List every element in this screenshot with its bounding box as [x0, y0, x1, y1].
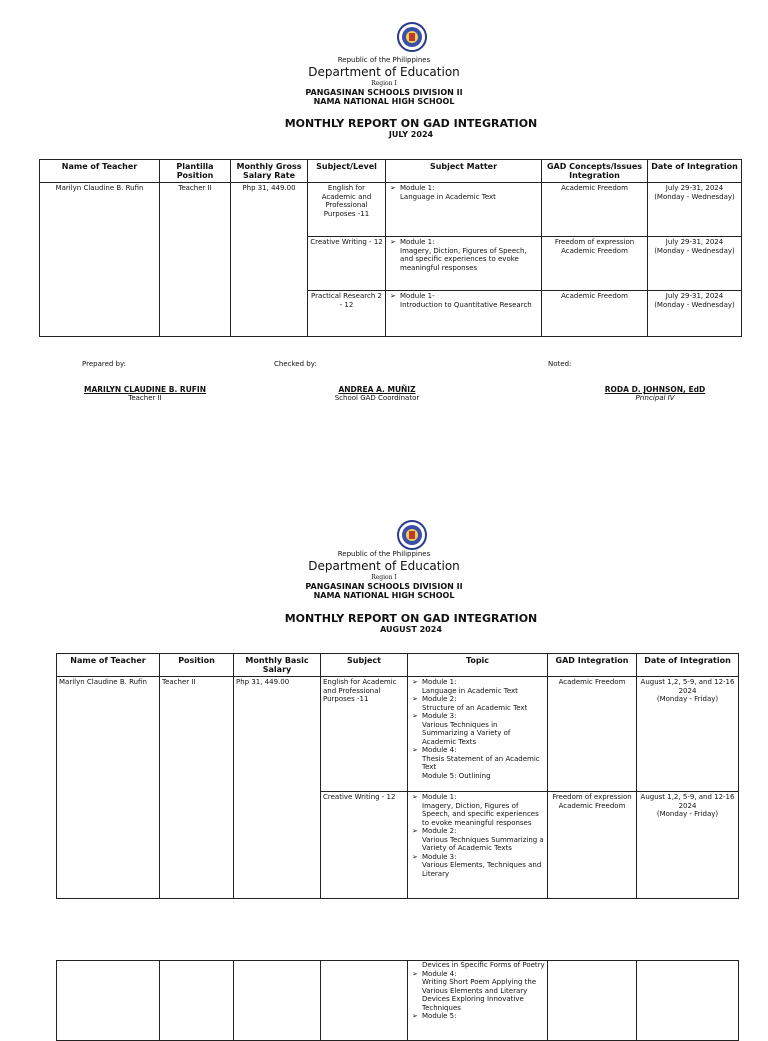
col-header: Monthly Basic Salary: [234, 654, 321, 677]
subject-cell: English for Academic and Professional Purposes -11: [308, 183, 386, 237]
list-item: ➢ Module 1: Imagery, Diction, Figures of Speech, and specific experiences to evoke meaningful responses: [390, 238, 527, 272]
table-row: [57, 961, 739, 1041]
topic-cell: [408, 792, 548, 899]
arrow-bullet-icon: ➢: [390, 238, 396, 246]
list-item: ➢ Module 1: Language in Academic Text: [390, 184, 496, 201]
division-text: PANGASINAN SCHOOLS DIVISION II: [305, 582, 463, 591]
subject-cell: Creative Writing - 12: [308, 237, 386, 291]
subject-matter-cell: [386, 237, 542, 291]
deped-seal-icon: [397, 520, 427, 550]
arrow-bullet-icon: ➢: [412, 712, 418, 720]
gad-cell: Freedom of expression Academic Freedom: [548, 792, 637, 899]
noted-label: Noted:: [548, 360, 572, 368]
report-month: JULY 2024: [388, 130, 434, 139]
gad-cell: Academic Freedom: [542, 291, 648, 337]
col-header: Plantilla Position: [160, 160, 231, 183]
subject-cell: [321, 961, 408, 1041]
position-cell: Teacher II: [160, 677, 234, 899]
col-header: Subject Matter: [386, 160, 542, 183]
list-item: ➢ Module 1- Introduction to Quantitative Research: [390, 292, 532, 309]
salary-cell: Php 31, 449.00: [231, 183, 308, 337]
gad-cell: Academic Freedom: [542, 183, 648, 237]
teacher-name-cell: Marilyn Claudine B. Rufin: [40, 183, 160, 337]
checked-by-role: School GAD Coordinator: [334, 394, 420, 402]
col-header: Date of Integration: [648, 160, 742, 183]
arrow-bullet-icon: ➢: [412, 746, 418, 754]
topic-cell: Devices in Specific Forms of Poetry ➢ Module 4: Writing Short Poem Applying the Various Elements and Literary Devices Exploring Innovative Techniques ➢ Module 5:: [408, 961, 548, 1041]
arrow-bullet-icon: ➢: [412, 678, 418, 686]
noted-name: RODA D. JOHNSON, EdD: [604, 385, 706, 394]
date-cell: July 29-31, 2024 (Monday - Wednesday): [648, 291, 742, 337]
gad-cell: Academic Freedom: [548, 677, 637, 792]
col-header: Subject/Level: [308, 160, 386, 183]
list-item: ➢ Module 5:: [412, 1012, 457, 1020]
col-header: Name of Teacher: [57, 654, 160, 677]
region-text: Region I: [371, 574, 397, 581]
division-text: PANGASINAN SCHOOLS DIVISION II: [305, 88, 463, 97]
list-item: ➢ Module 1: Language in Academic Text: [412, 678, 518, 695]
region-text: Region I: [371, 80, 397, 87]
subject-cell: English for Academic and Professional Purposes -11: [321, 677, 408, 792]
checked-by-name: ANDREA A. MUÑIZ: [338, 385, 416, 394]
col-header: Position: [160, 654, 234, 677]
position-cell: Teacher II: [160, 183, 231, 337]
subject-matter-cell: [386, 183, 542, 237]
col-header: Date of Integration: [637, 654, 739, 677]
school-text: NAMA NATIONAL HIGH SCHOOL: [313, 591, 455, 600]
arrow-bullet-icon: ➢: [412, 827, 418, 835]
table-row: [57, 677, 739, 792]
topic-cell: [408, 677, 548, 792]
list-item: ➢ Module 4: Thesis Statement of an Academic Text Module 5: Outlining: [412, 746, 540, 780]
subject-cell: Practical Research 2 - 12: [308, 291, 386, 337]
school-text: NAMA NATIONAL HIGH SCHOOL: [313, 97, 455, 106]
list-item: ➢ Module 1: Imagery, Diction, Figures of Speech, and specific experiences to evoke meaningful responses: [412, 793, 539, 827]
teacher-name-cell: [57, 961, 160, 1041]
gad-cell: [548, 961, 637, 1041]
date-cell: July 29-31, 2024 (Monday - Wednesday): [648, 237, 742, 291]
arrow-bullet-icon: ➢: [412, 793, 418, 801]
arrow-bullet-icon: ➢: [412, 695, 418, 703]
report-title: MONTHLY REPORT ON GAD INTEGRATION: [284, 612, 538, 625]
department-text: Department of Education: [308, 559, 460, 573]
checked-by-label: Checked by:: [274, 360, 317, 368]
july-report-table: [39, 159, 742, 337]
subject-cell: Creative Writing - 12: [321, 792, 408, 899]
arrow-bullet-icon: ➢: [390, 292, 396, 300]
prepared-by-label: Prepared by:: [82, 360, 126, 368]
list-item: ➢ Module 2: Various Techniques Summarizing a Variety of Academic Texts: [412, 827, 544, 852]
table-header-row: [40, 160, 742, 183]
republic-text: Republic of the Philippines: [337, 56, 431, 64]
col-header: GAD Concepts/Issues Integration: [542, 160, 648, 183]
deped-seal-icon: [397, 22, 427, 52]
august-report-table: [56, 653, 739, 899]
table-header-row: [57, 654, 739, 677]
republic-text: Republic of the Philippines: [337, 550, 431, 558]
august-report-continuation-table: [56, 960, 739, 1041]
prepared-by-role: Teacher II: [128, 394, 162, 402]
noted-role: Principal IV: [635, 394, 675, 402]
col-header: Topic: [408, 654, 548, 677]
gad-cell: Freedom of expression Academic Freedom: [542, 237, 648, 291]
department-text: Department of Education: [308, 65, 460, 79]
arrow-bullet-icon: ➢: [390, 184, 396, 192]
report-month: AUGUST 2024: [380, 625, 442, 634]
salary-cell: Php 31, 449.00: [234, 677, 321, 899]
position-cell: [160, 961, 234, 1041]
list-item: ➢ Module 3: Various Techniques in Summarizing a Variety of Academic Texts: [412, 712, 511, 746]
salary-cell: [234, 961, 321, 1041]
col-header: Monthly Gross Salary Rate: [231, 160, 308, 183]
teacher-name-cell: Marilyn Claudine B. Rufin: [57, 677, 160, 899]
date-cell: August 1,2, 5-9, and 12-16 2024 (Monday - Friday): [637, 677, 739, 792]
arrow-bullet-icon: ➢: [412, 969, 418, 978]
date-cell: July 29-31, 2024 (Monday - Wednesday): [648, 183, 742, 237]
report-title: MONTHLY REPORT ON GAD INTEGRATION: [284, 117, 538, 130]
list-item: ➢ Module 3: Various Elements, Techniques and Literary: [412, 852, 542, 878]
date-cell: [637, 961, 739, 1041]
arrow-bullet-icon: ➢: [412, 852, 418, 861]
arrow-bullet-icon: ➢: [412, 1012, 418, 1020]
list-item: ➢ Module 2: Structure of an Academic Text: [412, 695, 528, 712]
prepared-by-name: MARILYN CLAUDINE B. RUFIN: [84, 385, 206, 394]
col-header: Subject: [321, 654, 408, 677]
col-header: GAD Integration: [548, 654, 637, 677]
list-item: ➢ Module 4: Writing Short Poem Applying the Various Elements and Literary Devices Exploring Innovative Techniques: [412, 969, 537, 1012]
col-header: Name of Teacher: [40, 160, 160, 183]
date-cell: August 1,2, 5-9, and 12-16 2024 (Monday - Friday): [637, 792, 739, 899]
subject-matter-cell: [386, 291, 542, 337]
table-row: [40, 183, 742, 237]
